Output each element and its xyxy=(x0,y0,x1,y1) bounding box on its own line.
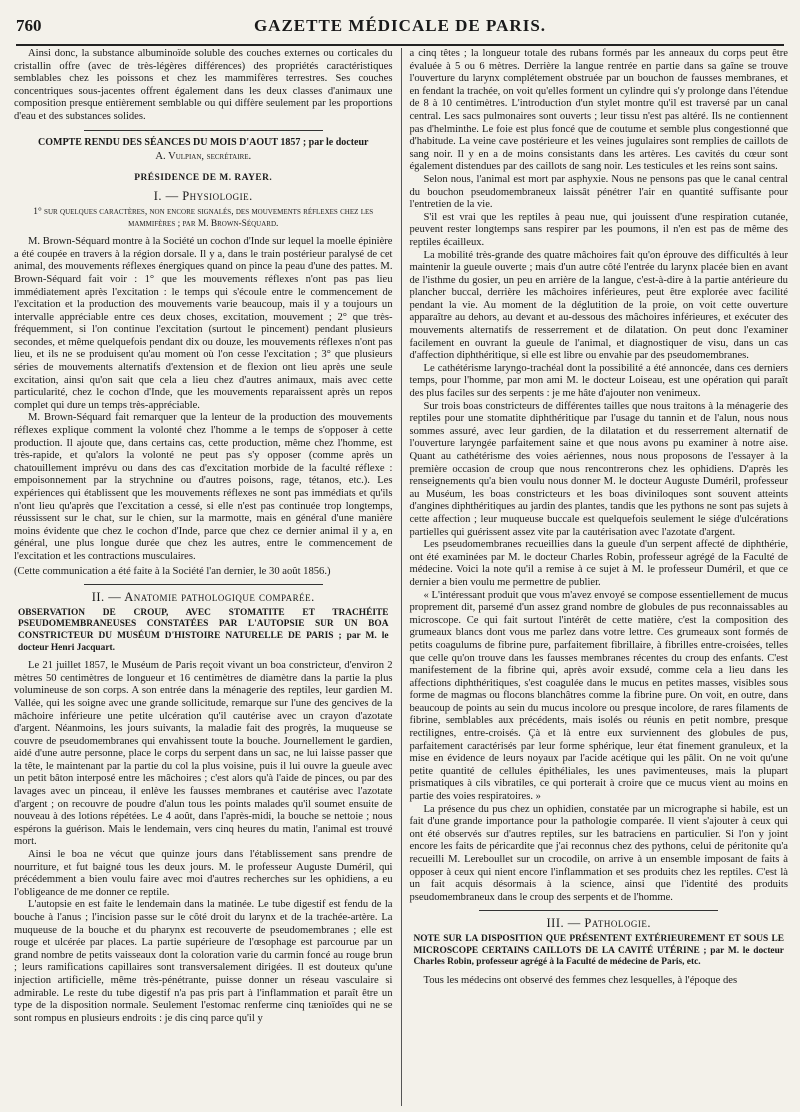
right-column xyxy=(409,48,788,1106)
body-paragraph: Le 21 juillet 1857, le Muséum de Paris reçoit vivant un boa constricteur, d'environ 2 mètres 50 centimètres de longueur et 16 centimètres de diamètre dans la partie la plus volumineuse de son corps. A son entrée dans la ménagerie des reptiles, leur gardien M. Vallée, qui les soigne avec une grande sollicitude, remarque sur l'une des gencives de la mâchoire inférieure une petite ulcération qu'il cautérise avec un crayon d'azotate d'argent. Néanmoins, les jours suivants, la maladie fait des progrès, la muqueuse se couvre de pseudomembranes qui envahissent toute la bouche. Journellement le gardien, aidé d'une autre personne, place le corps du serpent dans un sac, ne lui laisse passer que la tête, le maintenant par la partie du col la plus voisine, puis il lui ouvre la gueule avec un petit bâton interposé entre les mâchoires ; c'est alors qu'à l'aide de pinces, ou par des lavages avec un pinceau, il enlève les fausses membranes et cautérise avec l'azotate d'argent ; on recouvre de poudre d'alun tous les points malades qu'il soumet ensuite de nouveau à des lotions répétées. Le 4 août, dans l'après-midi, la bouche se nettoie ; nous espérons la guérison. Mais le lendemain, vers cinq heures du matin, l'animal est trouvé mort. xyxy=(14,660,393,848)
article-title-reflexes: 1° sur quelques caractères, non encore signalés, des mouvements réflexes chez les mammifères ; par M. Brown-Séquard. xyxy=(33,206,374,229)
body-paragraph: Ainsi le boa ne vécut que quinze jours dans l'établissement sans prendre de nourriture, et fut baigné tous les deux jours. M. le professeur Auguste Duméril, qui précédemment a bien voulu faire avec moi d'autres recherches sur les ophidiens, a eu l'obligeance de me donner ce reptile. xyxy=(14,849,393,898)
body-paragraph: Selon nous, l'animal est mort par asphyxie. Nous ne pensons pas que le canal central du bouchon pseudomembraneux laissât pénétrer l'air en quantité suffisante pour l'entretien de la vie. xyxy=(409,173,788,211)
page-header xyxy=(16,10,784,46)
body-paragraph: Tous les médecins ont observé des femmes chez lesquelles, à l'époque des xyxy=(423,974,738,986)
section-heading-physiologie: I. — Physiologie. xyxy=(153,189,253,204)
body-paragraph: Sur trois boas constricteurs de différentes tailles que nous traitons à la ménagerie des reptiles pour une stomatite diphthéritique par l'usage du tannin et de l'alun, nous nous sommes assuré, avec leur gardien, de la dilatation et du resserrement alternatif de l'ouverture laryngée parfaitement saine et que nous avons pu examiner à notre aise. Quant au cathétérisme des voies aériennes, nous nous proposons de l'essayer à la première occasion de croup que nous rencontrerons chez les ophidiens. D'après les renseignements qu'a bien voulu nous donner M. le docteur Auguste Duméril, professeur au Muséum, les boas constricteurs et les boas diviniloques sont souvent atteints d'angines diphthéritiques au jardin des plantes, tandis que les pythons ne sont pas sujets à cette affection ; leur muqueuse buccale est quelquefois seulement le siége d'ulcérations partielles qui guérissent assez vite par la cautérisation avec l'azotate d'argent. xyxy=(409,400,788,538)
section-heading-pathologie: III. — Pathologie. xyxy=(546,916,651,931)
column-divider xyxy=(401,48,402,1106)
communication-note: (Cette communication a été faite à la Société l'an dernier, le 30 août 1856.) xyxy=(14,565,331,577)
body-paragraph: M. Brown-Séquard montre à la Société un cochon d'Inde sur lequel la moelle épinière a été coupée en travers à la région dorsale. Il y a, dans le train postérieur paralysé de cet animal, des mouvements réflexes énergiques quand on pince la peau d'une des pattes. M. Brown-Séquard fait voir : 1° que les mouvements réflexes n'ont pas pas lieu immédiatement après l'excitation : le temps qui s'écoule entre le commencement de l'excitation et la production des mouvements varie beaucoup, mais il y a toujours un intervalle appréciable entre ces deux choses, excitation, mouvement ; 2° que très-fréquemment, si l'on continue l'excitation (surtout le pincement) pendant plusieurs secondes, et même quelquefois pendant dix ou douze, les mouvements réflexes n'ont pas lieu, et ils ne se produisent qu'au moment où l'on cesse l'excitation ; 3° que plusieurs séries de mouvements alternatifs d'extension et de flexion ont lieu après une seule excitation, ainsi qu'on sait que cela a lieu chez d'autres animaux, mais avec cette particularité, chez le cochon d'Inde, que les mouvements reparaissent après un repos complet qui dure un temps très-appréciable. xyxy=(14,236,393,411)
quoted-note: « L'intéressant produit que vous m'avez envoyé se compose essentiellement de mucus proprement dit, parsemé d'un assez grand nombre de globules de pus reconnaissables au microscope. Ce qui fait surtout l'intérêt de cette matière, c'est la composition des grumeaux blancs dont vous me parlez dans votre lettre. Ces grumeaux sont formés de petits coagulums de fibrine pure, parfaitement fibrillaire, à fibrilles entre-croisées, telles que celle qu'on trouve dans les fausses membranes récentes du croup des enfants. C'est manifestement de la fibrine qui, après avoir exsudé, comme cela a lieu dans les affections diphthéritiques, s'est coagulée dans le mucus en petites masses, visibles sous forme de magmas ou flocons blanchâtres comme la fibrine pure. On voit, en outre, dans beaucoup de points au sein du mucus incolore ou presque incolore, de rares filaments de fibrine, semblables aux précédents, mais isolés ou réunis en petit nombre, presque rectilignes, entre-croisés. Çà et là entre eux surviennent des globules de pus, parfaitement caractérisés par leur forme sphérique, leur état finement granuleux, et la mise en évidence de leurs noyaux par l'acide acétique qui les pâlit. On ne voit qu'une petite quantité de cellules épithéliales, les unes pavimenteuses, mais la plupart prismatiques à cils vibratiles, ce qui porterait à croire que ce mucus vient au moins en partie des voies respiratoires. » xyxy=(409,589,788,803)
body-paragraph: a cinq têtes ; la longueur totale des rubans formés par les anneaux du corps peut être évaluée à 5 ou 6 mètres. Derrière la langue rentrée en partie dans sa gaîne se trouve l'ouverture du larynx complétement obstruée par un bouchon de fausses membranes, et en fendant la trachée, on voit qu'elles forment un cylindre qui s'y prolonge dans l'étendue de 8 à 10 centimètres. L'introduction d'un stylet montre qu'il est traversé par un canal central. Les sacs pulmonaires sont ouverts ; leur tissu n'est pas altéré. Ils ne contiennent pas d'helminthe. Le foie est plus foncé que de coutume et semble plus congestionné que d'habitude. La veine cave postérieure et les veines jugulaires sont remplies de caillots de sang noir. Il y en a de moins consistants dans les artères. Les cavités du cœur sont également distendues par des caillots de sang noir. Les testicules et les reins sont sains. xyxy=(409,48,788,173)
body-paragraph: La mobilité très-grande des quatre mâchoires fait qu'on éprouve des difficultés à leur maintenir la gueule ouverte ; mais d'un autre côté l'entrée du larynx placée bien en avant de l'isthme du gosier, un peu en arrière de la langue, c'est-à-dire à la partie antérieure du plancher buccal, derrière les mâchoires inférieures, peut être explorée avec facilité pendant la vie. Au moment de la déglutition de la proie, on voit cette ouverture apparaître au dehors, au devant et au-dessous des mâchoires inférieures, et exécuter des mouvements alternatifs de resserrement et de dilatation. On peut donc l'examiner facilement en ouvrant la gueule de l'animal, et diagnostiquer de visu, dans un cas d'affection diphthéritique, si elle est libre ou envahie par des pseudomembranes. xyxy=(409,249,788,362)
divider xyxy=(479,910,718,911)
journal-title: GAZETTE MÉDICALE DE PARIS. xyxy=(253,16,547,35)
body-paragraph: Le cathétérisme laryngo-trachéal dont la possibilité a été annoncée, dans ces derniers temps, pour l'homme, par mon ami M. le docteur Loiseau, est une opération qui paraît des plus faciles sur des serpents : je me hâte d'ajouter non venimeux. xyxy=(409,362,788,400)
section-heading-anatomie: II. — Anatomie pathologique comparée. xyxy=(91,590,315,605)
intro-paragraph: Ainsi donc, la substance albuminoïde soluble des couches externes ou corticales du cristallin offre (avec de très-légères différences) des propriétés caractéristiques semblables chez les poissons et chez les mammifères terrestres. Ses couches concentriques sous-jacentes offrent également dans les deux classes d'animaux une composition presque entièrement semblable ou qui diffère seulement par les proportions d'eau et des substances solides. xyxy=(14,48,393,122)
divider xyxy=(84,584,323,585)
body-paragraph: La présence du pus chez un ophidien, constatée par un micrographe si habile, est un fait d'une grande importance pour la pathologie comparée. Il vient s'ajouter à ceux qui ont été observés sur d'autres reptiles, sur les batraciens en particulier. Si l'on y joint encore les faits de péricardite que j'ai reconnus chez des pythons, celui de péritonite qu'a recueilli M. Lereboullet sur un crocodile, on arrive à un ensemble imposant de faits à opposer à ceux qui nient encore l'inflammation et ses produits chez les reptiles. C'est là un fait acquis désormais à la science, ainsi que l'identité des produits pseudomembraneux dans le croup des serpents et de l'homme. xyxy=(409,803,788,903)
page-number: 760 xyxy=(16,16,42,35)
body-paragraph: M. Brown-Séquard fait remarquer que la lenteur de la production des mouvements réflexes explique comment la volonté chez l'homme a le temps de s'opposer à cette production. Il ajoute que, dans certains cas, cette production, même chez l'homme, est très-rapide, et qu'alors la volonté ne peut pas s'y opposer (comme après un chatouillement imprévu ou dans des cas d'excitation morbide de la faculté réflexe : empoisonnement par la strychnine ou d'autres poisons, rage, tétanos, etc.). Les expériences qui établissent que les mouvements réflexes ne sont pas immédiats et qu'ils n'ont lieu qu'après que l'excitation a cessé, si elle n'est pas continuée trop longtemps, réussissent sur le chat, sur le chien, sur la marmotte, mais en général d'une manière moins évidente que chez le cochon d'Inde, parce que chez ce dernier animal il y a, en général, une plus longue durée que chez les autres, entre le commencement de l'excitation et les contractions musculaires. xyxy=(14,412,393,562)
body-paragraph: L'autopsie en est faite le lendemain dans la matinée. Le tube digestif est fendu de la bouche à l'anus ; l'incision passe sur le côté droit du larynx et de la trachée-artère. La muqueuse de la bouche et du pharynx est recouverte de pseudomembranes ; elle est rouge et ulcérée par places. La partie supérieure de l'œsophage est parcourue par un grand nombre de petits vaisseaux dont la coloration varie du carmin foncé au rouge brun ; leurs ramifications capillaires sont transversalement dirigées. Il est douteux qu'une injection artificielle, même très-pénétrante, puisse donner un réseau vasculaire si admirable. Le reste du tube digestif n'a pas pris part à l'inflammation et paraît être un type de la disposition normale. Seulement l'estomac renferme cinq tænioïdes qui ne se sont rompus en plusieurs endroits : je dis cinq parce qu'il y xyxy=(14,899,393,1024)
left-column xyxy=(14,48,393,1106)
body-paragraph: S'il est vrai que les reptiles à peau nue, qui jouissent d'une respiration cutanée, peuvent rester longtemps sans respirer par les poumons, il n'en est pas de même des reptiles écailleux. xyxy=(409,211,788,248)
body-paragraph: Les pseudomembranes recueillies dans la gueule d'un serpent affecté de diphthérie, ont été examinées par M. le docteur Charles Robin, professeur agrégé de la Faculté de médecine. Voici la note qu'il a remise à ce sujet à M. le professeur Duméril, et que ce dernier a bien voulu me permettre de publier. xyxy=(409,539,788,588)
article-title-croup: OBSERVATION DE CROUP, AVEC STOMATITE ET TRACHÉITE PSEUDOMEMBRANEUSES CONSTATÉES PAR L'AUTOPSIE SUR UN BOA CONSTRICTEUR DU MUSÉUM D'HISTOIRE NATURELLE DE PARIS ; par M. le docteur Henri Jacquart. xyxy=(18,607,389,653)
secretary-line: A. Vulpian, secrétaire. xyxy=(155,151,252,163)
divider xyxy=(84,130,323,131)
compte-rendu-heading: COMPTE RENDU DES SÉANCES DU MOIS D'AOUT 1857 ; par le docteur xyxy=(38,136,369,148)
text-columns xyxy=(14,48,788,1106)
article-title-caillots: NOTE SUR LA DISPOSITION QUE PRÉSENTENT EXTÉRIEUREMENT ET SOUS LE MICROSCOPE CERTAINS CAILLOTS DE LA CAVITÉ UTÉRINE ; par M. le docteur Charles Robin, professeur agrégé à la Faculté de médecine de Paris, etc. xyxy=(413,933,784,968)
presidence-heading: PRÉSIDENCE DE M. RAYER. xyxy=(134,172,273,183)
